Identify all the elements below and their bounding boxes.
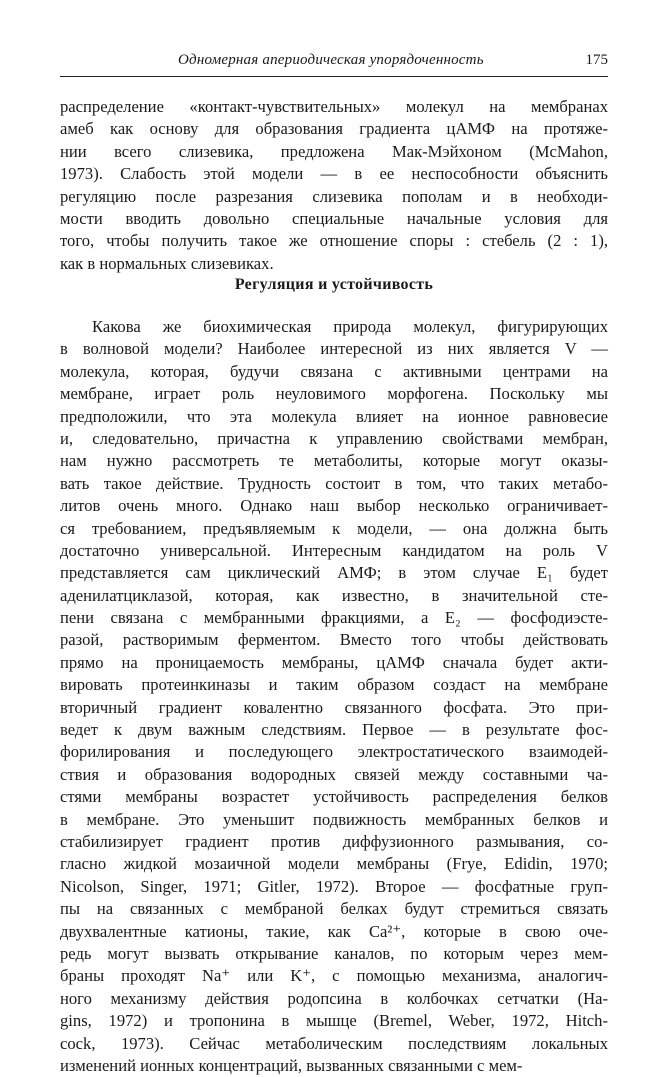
text-line: Nicolson, Singer, 1971; Gitler, 1972). Второе — фосфатные груп- — [60, 876, 608, 896]
text-line: стабилизирует градиент против диффузионного размывания, со- — [60, 831, 608, 851]
text-line: вировать протеинкиназы и таким образом создаст на мембране — [60, 675, 608, 695]
text-line: ного механизму действия родопсина в колбочках сетчатки (Ha- — [60, 988, 608, 1008]
text-line: двухвалентные катионы, такие, как Ca²⁺, которые в свою оче- — [60, 921, 608, 941]
text-line: прямо на проницаемость мембраны, цАМФ сначала будет акти- — [60, 652, 608, 672]
text-line: нии всего слизевика, предложена Мак-Мэйхоном (McMahon, — [60, 141, 608, 161]
text-line: нам нужно рассмотреть те метаболиты, которые могут оказы- — [60, 451, 608, 471]
header-rule — [60, 76, 608, 77]
text-line: амеб как основу для образования градиента цАМФ на протяже- — [60, 119, 608, 139]
text-line: пени связана с мембранными фракциями, а E₂ — фосфодиэсте- — [60, 608, 608, 628]
text-line: того, чтобы получить такое же отношение споры : стебель (2 : 1), — [60, 231, 608, 251]
text-line: Какова же биохимическая природа молекул, фигурирующих — [92, 317, 608, 336]
text-line: молекула, которая, будучи связана с активными центрами на — [60, 361, 608, 381]
paragraph-continued — [60, 96, 608, 275]
text-line: 1973). Слабость этой модели — в ее неспособности объяснить — [60, 164, 608, 184]
text-line: в мембране. Это уменьшит подвижность мембранных белков и — [60, 809, 608, 829]
page-number: 175 — [585, 52, 608, 68]
text-line: вать такое действие. Трудность состоит в том, что таких метабо- — [60, 473, 608, 493]
text-line: изменений ионных концентраций, вызванных связанными с мем- — [60, 1055, 523, 1075]
text-line: и, следовательно, причастна к управлению свойствами мембран, — [60, 428, 608, 448]
text-line: гласно жидкой мозаичной модели мембраны (Frye, Edidin, 1970; — [60, 854, 608, 874]
text-line: пы на связанных с мембраной белках будут стремиться связать — [60, 899, 608, 919]
text-line: мости вводить довольно специальные начальные условия для — [60, 208, 608, 228]
text-line: разой, растворимым ферментом. Вместо того чтобы действовать — [60, 630, 608, 650]
text-line: форилирования и последующего электростатического взаимодей- — [60, 742, 608, 762]
text-line: литов очень много. Однако наш выбор несколько ограничивает- — [60, 496, 608, 516]
running-header — [60, 52, 608, 74]
section-heading: Регуляция и устойчивость — [234, 276, 434, 293]
running-title: Одномерная апериодическая упорядоченность — [178, 52, 484, 68]
text-line: вторичный градиент ковалентно связанного фосфата. Это при- — [60, 697, 608, 717]
text-line: cock, 1973). Сейчас метаболическим последствиям локальных — [60, 1033, 608, 1053]
text-line: мембране, играет роль неуловимого морфогена. Поскольку мы — [60, 384, 608, 404]
text-line: редь могут вызвать открывание каналов, по которым через мем- — [60, 943, 608, 963]
text-line: достаточно универсальной. Интересным кандидатом на роль V — [60, 540, 608, 560]
text-line: ся требованием, предъявляемым к модели, — она должна быть — [60, 518, 608, 538]
text-line: ведет к двум важным следствиям. Первое — в результате фос- — [60, 720, 608, 740]
text-line: аденилатциклазой, которая, как известно, в значительной сте- — [60, 585, 608, 605]
text-line: стями мембраны возрастет устойчивость распределения белков — [60, 787, 608, 807]
text-line: ствия и образования водородных связей между составными ча- — [60, 764, 608, 784]
text-line: как в нормальных слизевиках. — [60, 253, 274, 273]
paragraph-regulation — [60, 316, 608, 1077]
text-line: браны проходят Na⁺ или K⁺, с помощью механизма, аналогич- — [60, 966, 608, 986]
text-line: регуляцию после разрезания слизевика пополам и в необходи- — [60, 186, 608, 206]
text-line: распределение «контакт-чувствительных» молекул на мембранах — [60, 97, 608, 116]
text-line: gins, 1972) и тропонина в мышце (Bremel, Weber, 1972, Hitch- — [60, 1011, 608, 1031]
text-line: представляется сам циклический АМФ; в этом случае E₁ будет — [60, 563, 608, 583]
text-line: предположили, что эта молекула влияет на ионное равновесие — [60, 406, 608, 426]
text-line: в волновой модели? Наиболее интересной из них является V — — [60, 339, 608, 359]
